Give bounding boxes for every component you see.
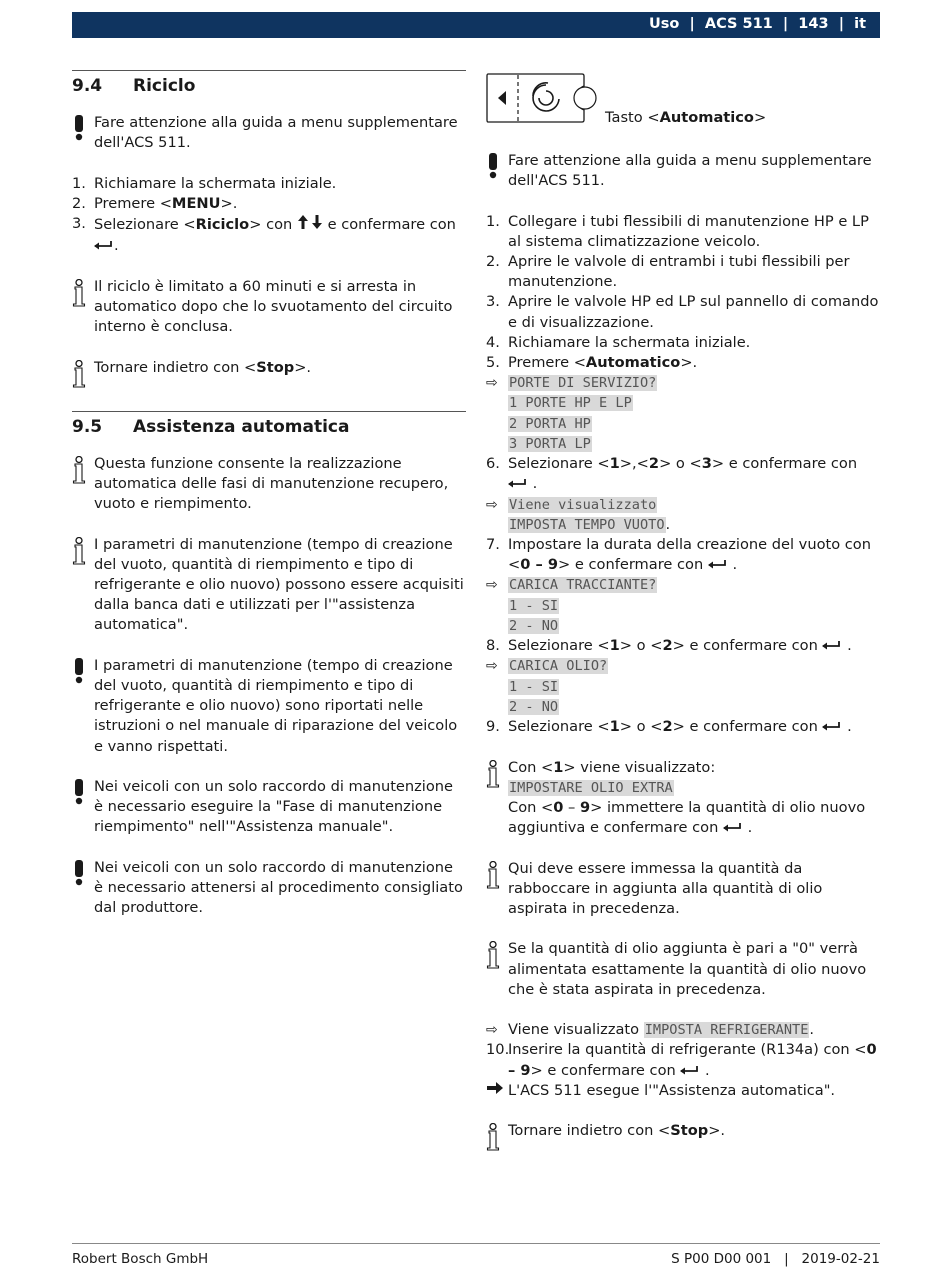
key-caption-text: > (753, 109, 767, 126)
key-label: 0 – 9 (520, 556, 559, 574)
footer-divider (72, 1243, 880, 1244)
step-text: Selezionare < (508, 637, 610, 655)
step-text: > o < (619, 637, 663, 655)
info-text: >. (294, 358, 312, 376)
step-text: Richiamare la schermata iniziale. (508, 333, 751, 351)
list-number: 3. (486, 293, 500, 311)
enter-key-icon (94, 236, 114, 256)
step-text: Impostare la durata della creazione del vuoto con < (508, 535, 871, 574)
enter-key-icon (508, 474, 528, 494)
header-sep: | (782, 16, 789, 32)
key-label: 0 (553, 798, 564, 816)
info-text: Se la quantità di olio aggiunta è pari a "0" verrà alimentata esattamente la quantità di olio nuovo che è stata aspirata in precedenza. (508, 940, 867, 998)
header-sep: | (689, 16, 695, 32)
step-text: > o < (619, 718, 663, 736)
list-item (72, 194, 466, 214)
result-arrow-icon: ⇨ (486, 375, 498, 392)
warning-note (72, 656, 466, 757)
warning-icon (72, 860, 86, 892)
footer-doc-number: S P00 D00 001 (671, 1251, 772, 1267)
step-text: Inserire la quantità di refrigerante (R134a) con < (508, 1041, 867, 1059)
list-item: 7. Impostare la durata della creazione del vuoto con <0 – 9> e confermare con . (486, 535, 880, 576)
footer-company: Robert Bosch GmbH (72, 1251, 209, 1267)
step-text: >. (680, 354, 698, 372)
info-icon (486, 760, 500, 794)
list-number: 3. (72, 215, 86, 232)
list-number: 4. (486, 333, 500, 351)
step-text: Selezionare < (508, 718, 610, 736)
right-column (486, 151, 880, 1142)
list-item (486, 212, 880, 252)
display-text: 1 - SI (509, 597, 559, 614)
footer-sep: | (784, 1251, 789, 1267)
info-text: Con < (508, 758, 554, 776)
left-column (72, 70, 466, 918)
warning-icon (72, 658, 86, 690)
step-text: > e confermare con (672, 718, 818, 736)
step-text: Richiamare la schermata iniziale. (94, 174, 337, 192)
result-item (486, 656, 880, 717)
display-text: 1 PORTE HP E LP (509, 395, 632, 412)
info-text: > viene visualizzato: (563, 758, 716, 776)
stop-key-label: Stop (256, 358, 295, 376)
riciclo-label: Riciclo (195, 216, 250, 234)
step-text: > e confermare con (558, 556, 704, 574)
stop-key-label: Stop (670, 1122, 709, 1140)
enter-key-icon (708, 555, 728, 575)
display-text: IMPOSTA TEMPO VUOTO (509, 516, 665, 533)
info-note (72, 454, 466, 515)
enter-key-icon (822, 636, 842, 656)
header-page-number: 143 (798, 16, 829, 32)
list-item: 9. Selezionare <1> o <2> e confermare con . (486, 717, 880, 737)
info-text: Il riciclo è limitato a 60 minuti e si arresta in automatico dopo che lo svuotamento del circuito interno è conclusa. (94, 277, 453, 336)
list-number: 1. (486, 212, 500, 230)
result-text: L'ACS 511 esegue l'"Assistenza automatica". (508, 1081, 836, 1099)
result-arrow-icon: ⇨ (486, 658, 498, 675)
enter-key-icon (822, 717, 842, 737)
automatico-key-image (486, 73, 598, 129)
display-text: 3 PORTA LP (509, 435, 591, 452)
step-text: Premere < (94, 194, 172, 212)
key-label: 1 (553, 758, 564, 776)
list-item (486, 292, 880, 332)
header-language: it (854, 16, 866, 32)
automatico-label: Automatico (585, 354, 681, 372)
list-number: 8. (486, 637, 500, 655)
enter-key-icon (723, 818, 743, 838)
info-text: Qui deve essere immessa la quantità da rabboccare in aggiunta alla quantità di olio aspirata in precedenza. (508, 859, 823, 918)
display-text: 2 - NO (509, 617, 559, 634)
section-number: 9.5 (72, 416, 103, 437)
list-number: 10. (486, 1041, 510, 1059)
warning-text: Nei veicoli con un solo raccordo di manutenzione è necessario attenersi al procedimento consigliato dal produttore. (94, 858, 463, 917)
list-item (486, 252, 880, 292)
automatico-label: Automatico (659, 109, 754, 126)
display-text: 1 - SI (509, 678, 559, 695)
display-text: CARICA TRACCIANTE? (509, 577, 657, 594)
key-caption-text: Tasto < (605, 109, 660, 126)
step-text: Aprire le valvole di entrambi i tubi flessibili per manutenzione. (508, 253, 850, 291)
result-item (486, 373, 880, 454)
warning-icon (72, 779, 86, 811)
footer-date: 2019-02-21 (801, 1251, 880, 1267)
display-text: IMPOSTA REFRIGERANTE (644, 1022, 809, 1039)
list-number: 2. (72, 194, 86, 212)
menu-key-label: MENU (171, 194, 221, 212)
enter-key-icon (680, 1061, 700, 1081)
info-text: Con < (508, 798, 554, 816)
key-label: 2 (662, 718, 673, 736)
info-text: Questa funzione consente la realizzazione automatica delle fasi di manutenzione recupero, vuoto e riempimento. (94, 454, 449, 513)
warning-text: Fare attenzione alla guida a menu supplementare dell'ACS 511. (508, 152, 872, 190)
display-text: 2 - NO (509, 698, 559, 715)
step-text: >,< (619, 455, 649, 473)
section-title: Assistenza automatica (133, 416, 350, 437)
header-text (649, 16, 866, 32)
result-item: ⇨ Viene visualizzato IMPOSTA TEMPO VUOTO. (486, 496, 671, 533)
display-text: CARICA OLIO? (509, 658, 608, 675)
list-number: 1. (72, 174, 86, 192)
section-9-5-heading (72, 411, 466, 440)
warning-icon (486, 153, 500, 185)
info-icon (486, 861, 500, 895)
automatico-key-icon (486, 73, 598, 125)
step-text: Selezionare < (94, 216, 196, 234)
info-icon (72, 537, 86, 571)
info-note (486, 859, 880, 920)
section-number: 9.4 (72, 76, 103, 96)
info-text: Tornare indietro con < (94, 358, 257, 376)
list-number: 6. (486, 455, 500, 473)
info-note: Con <1> viene visualizzato: IMPOSTARE OLIO EXTRA Con <0 – 9> immettere la quantità di olio nuovo aggiuntiva e confermare con . (486, 758, 880, 839)
list-item (486, 353, 880, 373)
step-text: >. (220, 194, 238, 212)
list-number: 7. (486, 535, 500, 553)
info-note (72, 535, 466, 636)
result-arrow-icon: ⇨ (486, 496, 498, 513)
info-icon (486, 941, 500, 975)
info-text: I parametri di manutenzione (tempo di creazione del vuoto, quantità di riempimento e tipo di refrigerante e olio nuovo) possono essere acquisiti dalla banca dati e utilizzati per l'"assistenza automatica". (94, 535, 464, 634)
warning-note (72, 858, 466, 919)
info-note (486, 1121, 880, 1141)
info-text: >. (708, 1122, 726, 1140)
result-arrow-icon: ⇨ (486, 577, 498, 594)
list-number: 9. (486, 718, 500, 735)
info-icon (72, 279, 86, 313)
key-label: 0 – 9 (508, 1041, 877, 1079)
header-sep: | (838, 16, 844, 32)
warning-text: Nei veicoli con un solo raccordo di manutenzione è necessario eseguire la "Fase di manutenzione riempimento" nell'"Assistenza manuale". (94, 777, 454, 836)
info-icon (72, 360, 86, 394)
warning-text: Fare attenzione alla guida a menu supplementare dell'ACS 511. (94, 114, 458, 152)
step-text: > e confermare con (711, 455, 858, 473)
info-text: > immettere la quantità di olio nuovo aggiuntiva e confermare con (508, 798, 866, 837)
key-label: 9 (579, 798, 591, 816)
step-text: > o < (659, 455, 702, 473)
key-label: 1 (609, 637, 620, 655)
info-note (72, 277, 466, 338)
footer-right (671, 1251, 880, 1267)
warning-note (72, 777, 466, 838)
display-text: Viene visualizzato (509, 496, 657, 513)
info-text: Tornare indietro con < (508, 1122, 671, 1140)
warning-note (72, 113, 466, 153)
header-product: ACS 511 (704, 16, 773, 32)
arrow-up-down-icon (297, 214, 323, 236)
warning-icon (72, 115, 86, 147)
result-text: Viene visualizzato (508, 1021, 640, 1039)
step-text: Collegare i tubi flessibili di manutenzione HP e LP al sistema climatizzazione veicolo. (508, 212, 869, 250)
list-number: 5. (486, 354, 500, 372)
result-item (486, 575, 880, 636)
info-icon (72, 456, 86, 490)
step-text: > con (249, 216, 293, 234)
key-label: 1 (609, 455, 620, 473)
list-item: 8. Selezionare <1> o <2> e confermare con . (486, 636, 880, 656)
step-text: Premere < (508, 354, 586, 372)
key-label: 1 (609, 718, 620, 736)
display-text: PORTE DI SERVIZIO? (509, 375, 657, 392)
step-text: > e confermare con (530, 1061, 676, 1079)
key-label: 2 (662, 637, 673, 655)
step-text: Aprire le valvole HP ed LP sul pannello di comando e di visualizzazione. (508, 293, 879, 331)
step-text: Selezionare < (508, 455, 610, 473)
result-item: ⇨ Viene visualizzato IMPOSTA REFRIGERANTE. (486, 1020, 880, 1040)
list-item (486, 333, 880, 353)
result-arrow-icon: ⇨ (486, 1022, 498, 1039)
final-arrow-icon (486, 1080, 504, 1102)
warning-note (486, 151, 880, 191)
display-text: IMPOSTARE OLIO EXTRA (509, 779, 673, 796)
key-label: 2 (648, 455, 660, 473)
display-text: 2 PORTA HP (509, 415, 591, 432)
section-title: Riciclo (133, 76, 196, 96)
warning-text: I parametri di manutenzione (tempo di creazione del vuoto, quantità di riempimento e tipo di refrigerante e olio nuovo) sono riportati nelle istruzioni o nel manuale di riparazione del veicolo e vanno rispettati. (94, 656, 458, 755)
info-note (486, 939, 880, 1000)
section-9-4-heading (72, 70, 466, 99)
header-bar (72, 12, 880, 38)
info-note (72, 358, 466, 378)
list-item: 6. Selezionare <1>,<2> o <3> e confermare con . (486, 454, 880, 495)
final-result-item (486, 1081, 880, 1101)
list-item: 3. Selezionare <Riciclo> con e confermare con . (72, 214, 466, 257)
key-caption (605, 109, 766, 126)
list-item: 10. Inserire la quantità di refrigerante (R134a) con <0 – 9> e confermare con . (486, 1040, 880, 1081)
key-label: 3 (701, 455, 712, 473)
list-item (72, 174, 466, 194)
info-icon (486, 1123, 500, 1157)
step-text: e confermare con (327, 216, 456, 234)
header-section: Uso (648, 16, 680, 32)
step-text: > e confermare con (672, 637, 818, 655)
list-number: 2. (486, 253, 500, 270)
